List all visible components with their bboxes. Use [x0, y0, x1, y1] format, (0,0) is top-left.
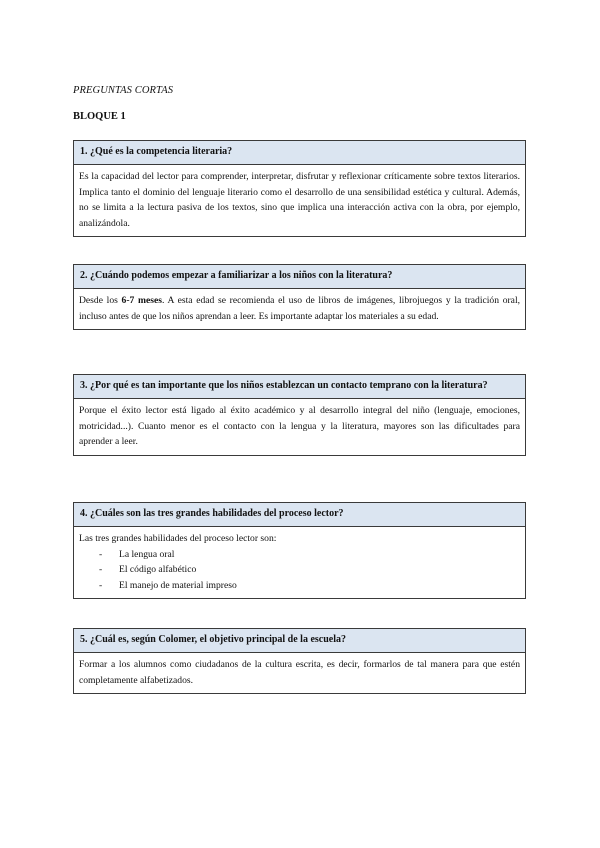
answer-text: Porque el éxito lector está ligado al éxito académico y al desarrollo integral del niño (lenguaje, emociones, motricidad...). Cuanto menor es el contacto con la lengua y la literatura, mayores son las dificultades para aprender a leer.	[79, 405, 520, 447]
answer-text: Formar a los alumnos como ciudadanos de la cultura escrita, es decir, formarlos de tal manera para que estén completamente alfabetizados.	[79, 659, 520, 686]
question-box-3	[73, 374, 526, 456]
answer-intro: Las tres grandes habilidades del proceso lector son:	[79, 533, 277, 544]
question-title: 1. ¿Qué es la competencia literaria?	[74, 141, 525, 165]
block-label: BLOQUE 1	[73, 111, 126, 122]
skills-list	[79, 547, 520, 594]
answer-prefix: Desde los	[79, 295, 122, 306]
list-item: - La lengua oral	[99, 547, 520, 563]
question-title: 5. ¿Cuál es, según Colomer, el objetivo principal de la escuela?	[74, 629, 525, 653]
answer-text: Es la capacidad del lector para comprender, interpretar, disfrutar y reflexionar críticamente sobre textos literarios. Implica tanto el dominio del lenguaje literario como el desarrollo de una sensibilidad estética y cultural. Además, no se limita a la lectura pasiva de los textos, sino que implica una interacción activa con la obra, por ejemplo, analizándola.	[79, 171, 520, 229]
question-box-2	[73, 264, 526, 330]
answer-suffix: . A esta edad se recomienda el uso de libros de imágenes, librojuegos y la tradición oral, incluso antes de que los niños aprendan a leer. Es importante adaptar los materiales a su edad.	[79, 295, 521, 322]
question-box-4	[73, 502, 526, 599]
answer-text	[74, 527, 525, 598]
list-item: - El manejo de material impreso	[99, 578, 520, 594]
question-title: 2. ¿Cuándo podemos empezar a familiarizar a los niños con la literatura?	[74, 265, 525, 289]
answer-emphasis: 6-7 meses	[121, 295, 162, 306]
section-label: PREGUNTAS CORTAS	[73, 85, 174, 96]
question-title: 4. ¿Cuáles son las tres grandes habilidades del proceso lector?	[74, 503, 525, 527]
question-title: 3. ¿Por qué es tan importante que los niños establezcan un contacto temprano con la literatura?	[74, 375, 525, 399]
list-item: - El código alfabético	[99, 562, 520, 578]
question-box-5	[73, 628, 526, 694]
question-box-1	[73, 140, 526, 237]
answer-text	[74, 289, 525, 329]
